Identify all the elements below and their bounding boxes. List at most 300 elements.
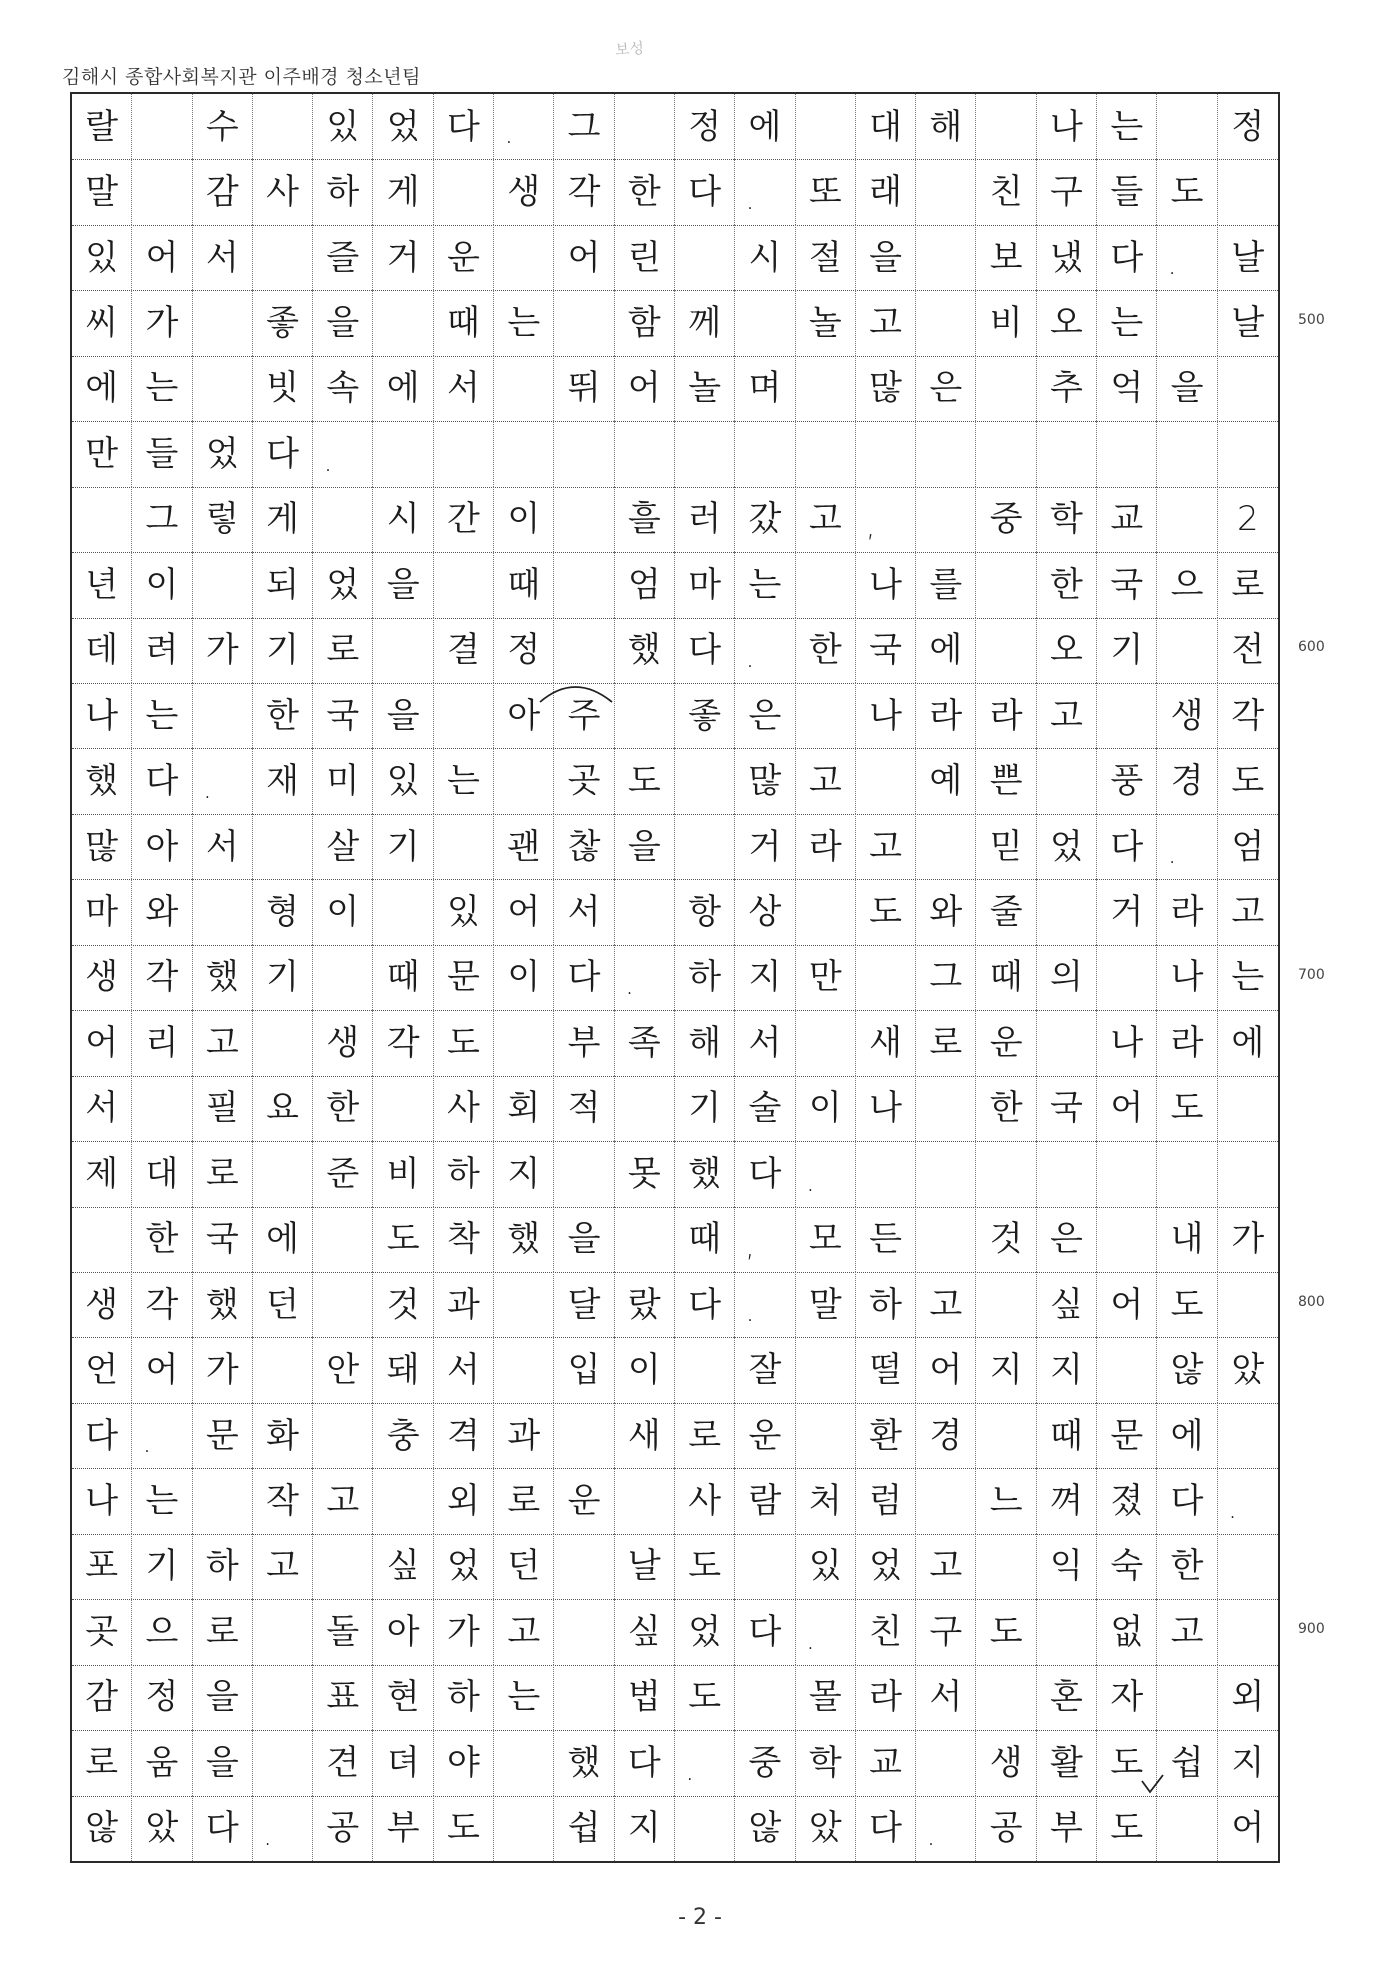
grid-cell: 다	[434, 94, 494, 159]
grid-cell	[72, 1207, 132, 1272]
grid-cell: .	[1157, 225, 1217, 290]
grid-cell	[796, 421, 856, 486]
grid-cell: 때	[374, 945, 434, 1010]
grid-cell: 혼	[1037, 1665, 1097, 1730]
grid-cell	[1097, 421, 1157, 486]
grid-cell: 었	[675, 1599, 735, 1664]
grid-cell: 구	[1037, 159, 1097, 224]
grid-cell: 오	[1037, 618, 1097, 683]
grid-cell: 곳	[72, 1599, 132, 1664]
grid-cell: 데	[72, 618, 132, 683]
grid-cell: 각	[132, 945, 192, 1010]
grid-cell: 기	[374, 814, 434, 879]
grid-cell: 서	[72, 1076, 132, 1141]
grid-cell	[675, 748, 735, 813]
grid-cell: 도	[434, 1796, 494, 1861]
grid-cell: 는	[132, 356, 192, 421]
grid-cell	[1218, 1534, 1278, 1599]
grid-cell: .	[675, 1730, 735, 1795]
grid-cell	[735, 1665, 795, 1730]
grid-cell: 도	[856, 879, 916, 944]
grid-cell: 숙	[1097, 1534, 1157, 1599]
grid-cell: 놀	[796, 290, 856, 355]
grid-cell	[615, 94, 675, 159]
grid-cell	[253, 225, 313, 290]
grid-cell: 간	[434, 487, 494, 552]
grid-cell: 교	[1097, 487, 1157, 552]
grid-cell: 로	[1231, 564, 1265, 605]
form-header: 김해시 종합사회복지관 이주배경 청소년팀	[62, 66, 421, 88]
grid-cell: 법	[615, 1665, 675, 1730]
grid-cell	[72, 487, 132, 552]
grid-cell: 다	[675, 618, 735, 683]
grid-cell: 족	[615, 1010, 675, 1075]
grid-cell: 마	[675, 552, 735, 617]
grid-cell: 생	[72, 1272, 132, 1337]
grid-cell: 미	[313, 748, 373, 813]
grid-cell: 날	[1231, 303, 1265, 344]
grid-cell: 그	[554, 94, 614, 159]
grid-cell: 과	[434, 1272, 494, 1337]
grid-cell	[916, 1141, 976, 1206]
grid-cell: 재	[253, 748, 313, 813]
grid-cell: 때	[434, 290, 494, 355]
grid-cell: 다	[615, 1730, 675, 1795]
grid-cell: 각	[1231, 695, 1265, 736]
line-count-marker: 600	[1298, 639, 1325, 656]
grid-cell	[1097, 1337, 1157, 1402]
grid-row	[72, 879, 1278, 945]
grid-cell: 도	[675, 1665, 735, 1730]
grid-cell: 엄	[615, 552, 675, 617]
grid-cell: 내	[1157, 1207, 1217, 1272]
grid-cell	[554, 552, 614, 617]
grid-cell: 했	[615, 618, 675, 683]
grid-cell: 익	[1037, 1534, 1097, 1599]
grid-cell: 싶	[1037, 1272, 1097, 1337]
grid-cell: 기	[132, 1534, 192, 1599]
grid-cell: 아	[374, 1599, 434, 1664]
grid-cell: 대	[856, 94, 916, 159]
grid-row	[72, 1665, 1278, 1731]
grid-cell: 에	[1231, 1022, 1265, 1063]
grid-cell: 공	[977, 1796, 1037, 1861]
grid-cell: 어	[72, 1010, 132, 1075]
grid-cell	[554, 1403, 614, 1468]
grid-cell	[615, 1076, 675, 1141]
grid-cell: 서	[916, 1665, 976, 1730]
grid-row	[72, 94, 1278, 160]
grid-cell	[977, 94, 1037, 159]
grid-cell: 국	[1097, 552, 1157, 617]
grid-cell	[796, 879, 856, 944]
grid-cell	[1037, 1010, 1097, 1075]
grid-cell	[1037, 1599, 1097, 1664]
grid-cell	[374, 618, 434, 683]
grid-cell	[1097, 945, 1157, 1010]
grid-cell: 에	[1157, 1403, 1217, 1468]
grid-cell: 다	[735, 1599, 795, 1664]
grid-cell: 했	[193, 945, 253, 1010]
grid-cell: 중	[977, 487, 1037, 552]
grid-cell	[494, 1796, 554, 1861]
grid-cell: 과	[494, 1403, 554, 1468]
grid-cell: 자	[1097, 1665, 1157, 1730]
grid-cell: 다	[735, 1141, 795, 1206]
grid-cell: 기	[253, 945, 313, 1010]
grid-cell: 말	[796, 1272, 856, 1337]
grid-cell	[916, 1076, 976, 1141]
grid-cell	[374, 290, 434, 355]
grid-cell: 생	[313, 1010, 373, 1075]
grid-cell: 다	[193, 1796, 253, 1861]
grid-cell: 절	[796, 225, 856, 290]
grid-cell: 중	[735, 1730, 795, 1795]
grid-cell: .	[193, 748, 253, 813]
grid-cell	[554, 421, 614, 486]
grid-cell: 제	[72, 1141, 132, 1206]
grid-cell: 로	[72, 1730, 132, 1795]
grid-cell	[916, 1207, 976, 1272]
grid-cell	[796, 1337, 856, 1402]
grid-cell	[253, 1599, 313, 1664]
grid-row	[72, 1403, 1278, 1469]
grid-cell	[977, 552, 1037, 617]
grid-cell: 격	[434, 1403, 494, 1468]
grid-cell	[193, 356, 253, 421]
grid-cell: 흘	[615, 487, 675, 552]
grid-cell: 즐	[313, 225, 373, 290]
grid-cell: 은	[916, 356, 976, 421]
grid-cell	[675, 421, 735, 486]
grid-cell: 서	[735, 1010, 795, 1075]
grid-cell: 로	[494, 1468, 554, 1533]
grid-cell	[554, 487, 614, 552]
grid-cell: 때	[1037, 1403, 1097, 1468]
grid-cell: 오	[1037, 290, 1097, 355]
grid-cell: 리	[132, 1010, 192, 1075]
grid-cell	[1218, 1272, 1278, 1337]
grid-cell: 하	[856, 1272, 916, 1337]
grid-cell: 해	[916, 94, 976, 159]
grid-cell: 모	[796, 1207, 856, 1272]
grid-cell: 지	[735, 945, 795, 1010]
grid-cell: 대	[132, 1141, 192, 1206]
grid-cell	[856, 421, 916, 486]
grid-cell: 가	[193, 618, 253, 683]
grid-cell: 새	[856, 1010, 916, 1075]
grid-row	[72, 1730, 1278, 1796]
grid-cell: 는	[1097, 290, 1157, 355]
grid-cell	[434, 814, 494, 879]
grid-cell	[554, 1665, 614, 1730]
grid-cell: 학	[796, 1730, 856, 1795]
grid-cell: 못	[615, 1141, 675, 1206]
grid-cell: 되	[253, 552, 313, 617]
grid-cell	[1218, 159, 1278, 224]
grid-cell: 떨	[856, 1337, 916, 1402]
grid-cell: .	[916, 1796, 976, 1861]
grid-cell: 고	[856, 290, 916, 355]
grid-cell: 생	[72, 945, 132, 1010]
grid-cell: 운	[735, 1403, 795, 1468]
grid-cell: 하	[434, 1141, 494, 1206]
grid-cell: 아	[494, 683, 554, 748]
grid-cell: 했	[554, 1730, 614, 1795]
grid-cell: 있	[796, 1534, 856, 1599]
grid-cell	[977, 1665, 1037, 1730]
grid-cell: .	[253, 1796, 313, 1861]
grid-cell: 던	[253, 1272, 313, 1337]
grid-cell: 하	[434, 1665, 494, 1730]
grid-cell: 생	[494, 159, 554, 224]
grid-cell	[193, 552, 253, 617]
grid-cell: 럼	[856, 1468, 916, 1533]
grid-cell: 에	[253, 1207, 313, 1272]
grid-cell: 친	[856, 1599, 916, 1664]
grid-cell: 것	[374, 1272, 434, 1337]
grid-cell	[554, 618, 614, 683]
grid-cell: 는	[434, 748, 494, 813]
grid-cell: 감	[72, 1665, 132, 1730]
grid-cell: 든	[856, 1207, 916, 1272]
grid-cell	[615, 683, 675, 748]
grid-cell: 도	[615, 748, 675, 813]
line-count-marker: 500	[1298, 312, 1325, 329]
grid-cell: 빗	[253, 356, 313, 421]
grid-cell: 작	[253, 1468, 313, 1533]
grid-cell	[494, 225, 554, 290]
grid-cell: 로	[916, 1010, 976, 1075]
grid-cell: 어	[916, 1337, 976, 1402]
grid-cell	[554, 1141, 614, 1206]
grid-cell: 로	[193, 1141, 253, 1206]
grid-cell: 주	[554, 683, 614, 748]
grid-cell: 착	[434, 1207, 494, 1272]
grid-cell: 껴	[1037, 1468, 1097, 1533]
grid-cell: 며	[735, 356, 795, 421]
grid-cell: 친	[977, 159, 1037, 224]
grid-cell	[675, 814, 735, 879]
grid-cell: 다	[1097, 225, 1157, 290]
grid-cell: 지	[977, 1337, 1037, 1402]
grid-cell: 으	[132, 1599, 192, 1664]
grid-cell: 마	[72, 879, 132, 944]
grid-cell: 다	[554, 945, 614, 1010]
grid-cell: 준	[313, 1141, 373, 1206]
grid-cell: 지	[494, 1141, 554, 1206]
grid-cell: 고	[313, 1468, 373, 1533]
grid-cell: 어	[132, 1337, 192, 1402]
grid-cell	[1218, 421, 1278, 486]
grid-cell: 해	[675, 1010, 735, 1075]
grid-cell	[796, 552, 856, 617]
grid-cell: 거	[1097, 879, 1157, 944]
grid-row	[72, 748, 1278, 814]
grid-cell: 도	[434, 1010, 494, 1075]
grid-cell: 운	[977, 1010, 1037, 1075]
grid-cell: 살	[313, 814, 373, 879]
grid-cell: .	[735, 1272, 795, 1337]
page-number: - 2 -	[678, 1905, 722, 1930]
grid-cell	[494, 1337, 554, 1402]
grid-cell	[1218, 1403, 1278, 1468]
grid-cell	[374, 1076, 434, 1141]
grid-cell: 부	[374, 1796, 434, 1861]
grid-cell: 에	[916, 618, 976, 683]
grid-cell	[1157, 1796, 1217, 1861]
grid-cell	[374, 421, 434, 486]
grid-row	[72, 1010, 1278, 1076]
grid-cell	[434, 421, 494, 486]
grid-cell: 이	[796, 1076, 856, 1141]
grid-cell	[253, 1141, 313, 1206]
grid-cell	[916, 225, 976, 290]
grid-cell: 어	[1097, 1076, 1157, 1141]
grid-cell: 래	[856, 159, 916, 224]
grid-cell: 을	[615, 814, 675, 879]
grid-cell	[313, 1272, 373, 1337]
grid-cell: 날	[615, 1534, 675, 1599]
grid-cell	[494, 748, 554, 813]
grid-cell: 줄	[977, 879, 1037, 944]
grid-cell: 없	[1097, 1599, 1157, 1664]
grid-cell: 견	[313, 1730, 373, 1795]
grid-cell: 비	[374, 1141, 434, 1206]
grid-cell: 있	[313, 94, 373, 159]
grid-cell: .	[615, 945, 675, 1010]
grid-cell: 않	[72, 1796, 132, 1861]
grid-cell: 어	[615, 356, 675, 421]
grid-cell: 어	[1231, 1808, 1265, 1849]
grid-cell	[554, 290, 614, 355]
grid-cell: 활	[1037, 1730, 1097, 1795]
grid-row	[72, 487, 1278, 553]
grid-cell: 날	[1231, 237, 1265, 278]
grid-cell	[1037, 1141, 1097, 1206]
grid-cell	[735, 421, 795, 486]
grid-cell	[494, 356, 554, 421]
grid-cell	[253, 1665, 313, 1730]
grid-cell: 말	[72, 159, 132, 224]
grid-cell: 각	[132, 1272, 192, 1337]
grid-cell: 갔	[735, 487, 795, 552]
grid-cell: 고	[1157, 1599, 1217, 1664]
grid-cell: 는	[1231, 957, 1265, 998]
grid-cell: 고	[494, 1599, 554, 1664]
grid-cell	[615, 879, 675, 944]
grid-cell: 구	[916, 1599, 976, 1664]
grid-cell: 하	[313, 159, 373, 224]
grid-cell: 회	[494, 1076, 554, 1141]
manuscript-grid	[70, 92, 1280, 1863]
grid-cell	[1037, 879, 1097, 944]
grid-cell: 교	[856, 1730, 916, 1795]
grid-cell: 싶	[374, 1534, 434, 1599]
grid-cell	[796, 356, 856, 421]
grid-cell: 나	[1037, 94, 1097, 159]
grid-row	[72, 1272, 1278, 1338]
grid-cell: 었	[1037, 814, 1097, 879]
grid-cell: 문	[1097, 1403, 1157, 1468]
grid-cell	[977, 1141, 1037, 1206]
grid-cell: 가	[1231, 1219, 1265, 1260]
grid-cell: 부	[1037, 1796, 1097, 1861]
grid-cell: 하	[193, 1534, 253, 1599]
grid-cell: 만	[796, 945, 856, 1010]
grid-cell	[1097, 1141, 1157, 1206]
grid-cell: 어	[1097, 1272, 1157, 1337]
grid-cell: 몰	[796, 1665, 856, 1730]
grid-cell	[916, 1468, 976, 1533]
grid-cell	[916, 290, 976, 355]
grid-cell: 었	[374, 94, 434, 159]
grid-cell	[253, 1337, 313, 1402]
grid-cell: 속	[313, 356, 373, 421]
grid-cell: 이	[494, 487, 554, 552]
grid-cell: 에	[374, 356, 434, 421]
grid-cell: 고	[1037, 683, 1097, 748]
grid-cell: 렇	[193, 487, 253, 552]
grid-cell: 많	[856, 356, 916, 421]
grid-cell: 했	[675, 1141, 735, 1206]
grid-cell: 상	[735, 879, 795, 944]
grid-cell	[313, 1403, 373, 1468]
grid-cell: 졌	[1097, 1468, 1157, 1533]
grid-cell: 엄	[1231, 826, 1265, 867]
grid-cell: 도	[675, 1534, 735, 1599]
grid-cell	[132, 1076, 192, 1141]
grid-cell: 게	[253, 487, 313, 552]
grid-cell: 기	[675, 1076, 735, 1141]
grid-cell	[1157, 94, 1217, 159]
grid-cell: 람	[735, 1468, 795, 1533]
grid-cell: 도	[977, 1599, 1037, 1664]
grid-cell	[1218, 1599, 1278, 1664]
grid-cell: 쁜	[977, 748, 1037, 813]
grid-cell: 각	[554, 159, 614, 224]
grid-cell: 었	[193, 421, 253, 486]
grid-cell: 비	[977, 290, 1037, 355]
grid-cell: 그	[916, 945, 976, 1010]
grid-cell: 지	[1231, 1742, 1265, 1783]
grid-cell: 않	[1157, 1337, 1217, 1402]
grid-row	[72, 618, 1278, 684]
grid-cell: 돼	[374, 1337, 434, 1402]
grid-cell: 했	[494, 1207, 554, 1272]
grid-cell: .	[1157, 814, 1217, 879]
grid-cell: 라	[977, 683, 1037, 748]
grid-cell: 도	[1157, 1272, 1217, 1337]
grid-cell	[1097, 1207, 1157, 1272]
grid-cell: 다	[72, 1403, 132, 1468]
grid-cell: 그	[132, 487, 192, 552]
grid-cell	[313, 1534, 373, 1599]
grid-cell: 나	[856, 1076, 916, 1141]
grid-cell: 느	[977, 1468, 1037, 1533]
grid-cell: 고	[916, 1272, 976, 1337]
grid-cell: 도	[374, 1207, 434, 1272]
grid-cell	[193, 290, 253, 355]
grid-cell: 을	[856, 225, 916, 290]
grid-cell: 을	[313, 290, 373, 355]
grid-cell: 고	[916, 1534, 976, 1599]
grid-cell: 도	[1231, 761, 1265, 802]
grid-cell: 들	[1097, 159, 1157, 224]
grid-cell: 라	[856, 1665, 916, 1730]
grid-cell	[374, 879, 434, 944]
grid-cell	[615, 421, 675, 486]
